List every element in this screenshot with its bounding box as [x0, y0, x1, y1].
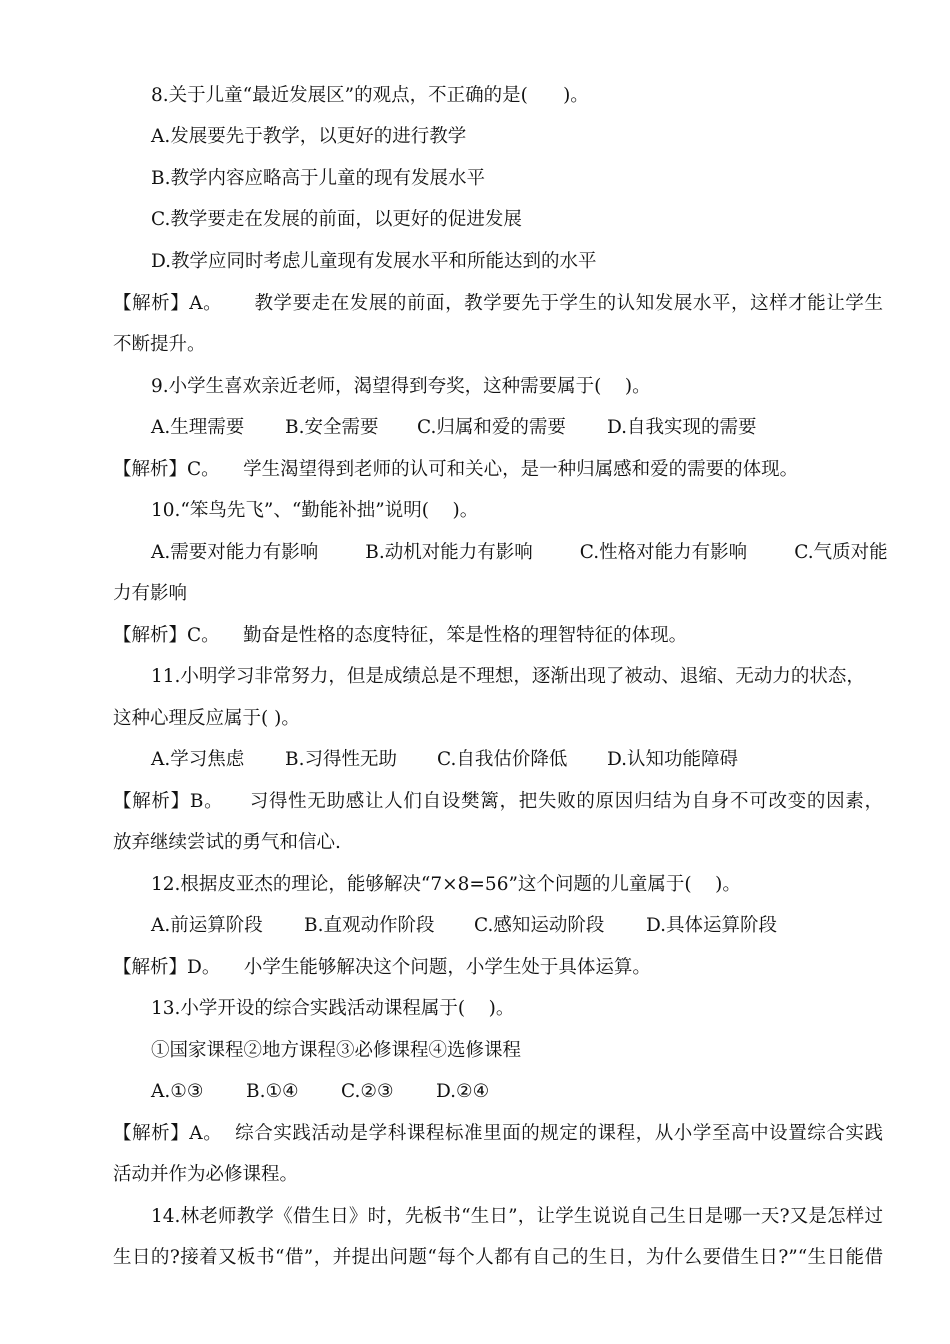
question-8-option-b: B.教学内容应略高于儿童的现有发展水平 [151, 168, 485, 189]
question-10-options: A.需要对能力有影响 B.动机对能力有影响 C.性格对能力有影响 C.气质对能 [151, 542, 888, 563]
question-8-option-c: C.教学要走在发展的前面，以更好的促进发展 [151, 209, 522, 230]
question-9-option-c: C.归属和爱的需要 [417, 417, 566, 438]
question-13-stem: 13.小学开设的综合实践活动课程属于( )。 [151, 998, 515, 1019]
question-10-analysis: 【解析】C。 勤奋是性格的态度特征，笨是性格的理智特征的体现。 [113, 625, 688, 646]
question-11-option-c: C.自我估价降低 [437, 749, 568, 770]
question-13-option-a: A.①③ [151, 1081, 204, 1102]
question-9-analysis: 【解析】C。 学生渴望得到老师的认可和关心，是一种归属感和爱的需要的体现。 [113, 459, 799, 480]
question-11-option-d: D.认知功能障碍 [607, 749, 739, 770]
question-11-stem-cont: 这种心理反应属于( )。 [113, 708, 300, 729]
question-11-option-b: B.习得性无助 [285, 749, 397, 770]
question-12-analysis: 【解析】D。 小学生能够解决这个问题，小学生处于具体运算。 [113, 957, 651, 978]
question-9-option-a: A.生理需要 [151, 417, 245, 438]
question-13-options [151, 1080, 489, 1104]
question-12-option-c: C.感知运动阶段 [474, 915, 605, 936]
question-12-option-a: A.前运算阶段 [151, 915, 263, 936]
question-8-analysis-cont: 不断提升。 [113, 334, 206, 355]
question-14-stem-cont: 生日的?接着又板书“借”，并提出问题“每个人都有自己的生日，为什么要借生日?”“生日能借 [113, 1247, 883, 1268]
question-12-option-b: B.直观动作阶段 [304, 915, 435, 936]
question-9-option-b: B.安全需要 [285, 417, 379, 438]
question-12-option-d: D.具体运算阶段 [646, 915, 778, 936]
question-10-options-cont: 力有影响 [113, 583, 188, 604]
question-11-analysis: 【解析】B。 习得性无助感让人们自设樊篱，把失败的原因归结为自身不可改变的因素， [113, 791, 883, 812]
question-13-option-c: C.②③ [341, 1081, 394, 1102]
question-9-option-d: D.自我实现的需要 [607, 417, 757, 438]
question-9-stem: 9.小学生喜欢亲近老师，渴望得到夸奖，这种需要属于( )。 [151, 376, 651, 397]
question-8-stem: 8.关于儿童“最近发展区”的观点，不正确的是( )。 [151, 85, 589, 106]
question-10-stem: 10.“笨鸟先飞”、“勤能补拙”说明( )。 [151, 500, 479, 521]
question-13-analysis: 【解析】A。 综合实践活动是学科课程标准里面的规定的课程，从小学至高中设置综合实践 [113, 1123, 883, 1144]
question-13-items: ①国家课程②地方课程③必修课程④选修课程 [151, 1040, 522, 1061]
question-11-options [151, 748, 738, 772]
question-13-option-d: D.②④ [436, 1081, 490, 1102]
question-12-options [151, 914, 777, 938]
question-12-stem: 12.根据皮亚杰的理论，能够解决“7×8=56”这个问题的儿童属于( )。 [151, 874, 741, 895]
question-8-option-a: A.发展要先于教学，以更好的进行教学 [151, 126, 467, 147]
question-13-analysis-cont: 活动并作为必修课程。 [113, 1164, 299, 1185]
question-11-analysis-cont: 放弃继续尝试的勇气和信心. [113, 832, 341, 853]
question-8-option-d: D.教学应同时考虑儿童现有发展水平和所能达到的水平 [151, 251, 597, 272]
question-11-option-a: A.学习焦虑 [151, 749, 245, 770]
question-11-stem: 11.小明学习非常努力，但是成绩总是不理想，逐渐出现了被动、退缩、无动力的状态， [151, 666, 865, 687]
question-8-analysis: 【解析】A。 教学要走在发展的前面，教学要先于学生的认知发展水平，这样才能让学生 [113, 293, 883, 314]
question-9-options [151, 416, 757, 440]
question-14-stem: 14.林老师教学《借生日》时，先板书“生日”，让学生说说自己生日是哪一天?又是怎样过 [151, 1206, 883, 1227]
question-13-option-b: B.①④ [246, 1081, 299, 1102]
